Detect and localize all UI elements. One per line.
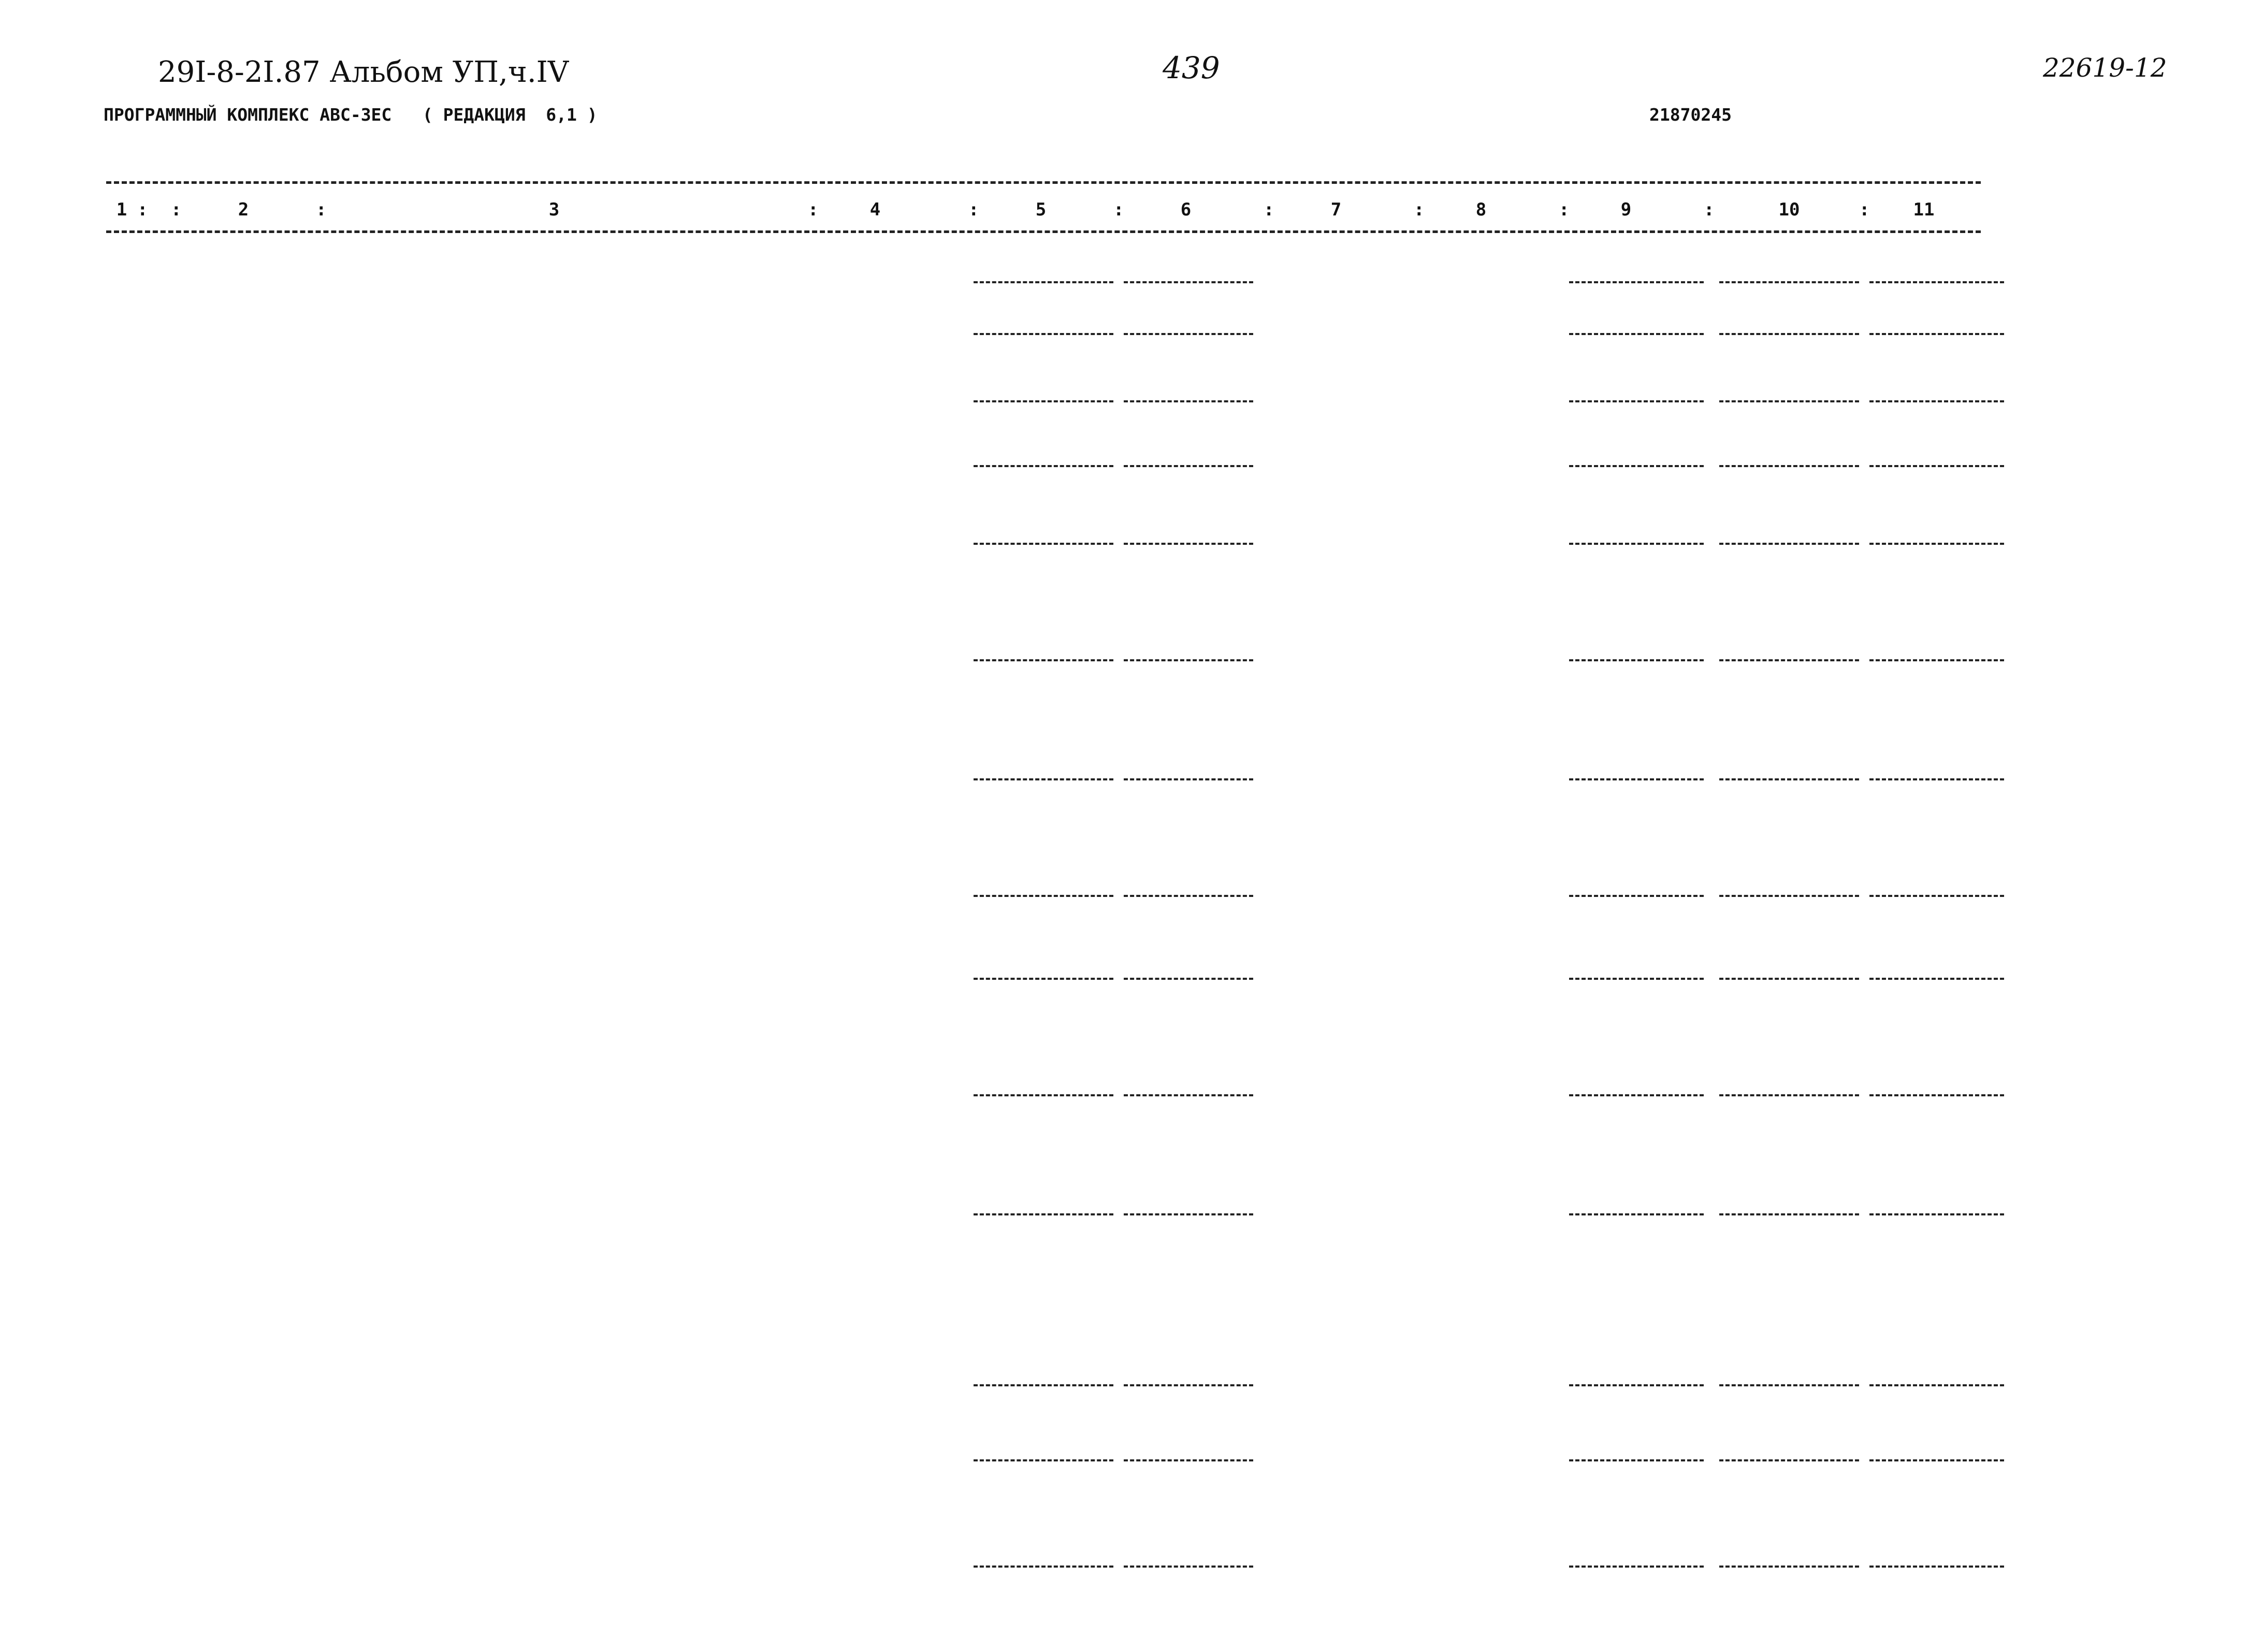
- column-header-6: 6: [1180, 199, 1192, 220]
- column-separator: :: [316, 199, 327, 220]
- cell-split-rule: [1869, 1384, 2004, 1386]
- column-header-5: 5: [1035, 199, 1047, 220]
- cell-split-rule: [1719, 778, 1859, 780]
- cell-split-rule: [1124, 1459, 1253, 1461]
- column-separator: :: [1859, 199, 1870, 220]
- cell-split-rule: [1124, 1213, 1253, 1215]
- column-header-2: 2: [238, 199, 249, 220]
- cell-split-rule: [1124, 1094, 1253, 1096]
- column-separator: :: [171, 199, 182, 220]
- cell-split-rule: [1569, 400, 1704, 402]
- cell-split-rule: [1869, 465, 2004, 467]
- cell-split-rule: [1719, 543, 1859, 545]
- cell-split-rule: [1719, 659, 1859, 661]
- cell-split-rule: [1569, 895, 1704, 897]
- column-separator: :: [808, 199, 819, 220]
- cell-split-rule: [1869, 281, 2004, 283]
- cell-split-rule: [1569, 1566, 1704, 1568]
- cell-split-rule: [1869, 895, 2004, 897]
- cell-split-rule: [1719, 1459, 1859, 1461]
- cell-split-rule: [1124, 1566, 1253, 1568]
- column-header-11: 11: [1913, 199, 1935, 220]
- cell-split-rule: [1124, 400, 1253, 402]
- cell-split-rule: [1569, 281, 1704, 283]
- cell-split-rule: [1869, 1213, 2004, 1215]
- column-header-4: 4: [869, 199, 881, 220]
- cell-split-rule: [1719, 1384, 1859, 1386]
- cell-split-rule: [1569, 465, 1704, 467]
- cell-split-rule: [974, 333, 1113, 335]
- cell-split-rule: [1124, 978, 1253, 980]
- cell-split-rule: [1124, 659, 1253, 661]
- cell-split-rule: [1869, 978, 2004, 980]
- cell-split-rule: [974, 543, 1113, 545]
- cell-split-rule: [974, 1459, 1113, 1461]
- cell-split-rule: [1869, 543, 2004, 545]
- album-reference: 29I-8-2I.87 Альбом УП,ч.IV: [158, 55, 569, 89]
- column-header-1: 1: [116, 199, 127, 220]
- cell-split-rule: [1569, 978, 1704, 980]
- cell-split-rule: [974, 1566, 1113, 1568]
- column-header-8: 8: [1475, 199, 1487, 220]
- cell-split-rule: [1719, 465, 1859, 467]
- cell-split-rule: [1719, 1213, 1859, 1215]
- cell-split-rule: [1869, 778, 2004, 780]
- page-number: 439: [1163, 50, 1220, 85]
- cell-split-rule: [1719, 895, 1859, 897]
- cell-split-rule: [1124, 465, 1253, 467]
- corner-code: 22619-12: [2043, 53, 2167, 83]
- column-separator: :: [1704, 199, 1715, 220]
- column-separator: :: [968, 199, 979, 220]
- document-number: 21870245: [1649, 105, 1732, 125]
- cell-split-rule: [1569, 333, 1704, 335]
- cell-split-rule: [974, 1094, 1113, 1096]
- cell-split-rule: [1869, 659, 2004, 661]
- column-separator: :: [1414, 199, 1425, 220]
- cell-split-rule: [974, 659, 1113, 661]
- cell-split-rule: [1124, 281, 1253, 283]
- column-header-3: 3: [548, 199, 560, 220]
- cell-split-rule: [1124, 1384, 1253, 1386]
- cell-split-rule: [1569, 1384, 1704, 1386]
- cell-split-rule: [974, 895, 1113, 897]
- column-separator: :: [1264, 199, 1274, 220]
- column-separator: :: [1559, 199, 1570, 220]
- cell-split-rule: [974, 1213, 1113, 1215]
- cell-split-rule: [974, 400, 1113, 402]
- cell-split-rule: [1569, 543, 1704, 545]
- cell-split-rule: [1569, 1213, 1704, 1215]
- cell-split-rule: [1869, 400, 2004, 402]
- cell-split-rule: [974, 281, 1113, 283]
- column-header-7: 7: [1330, 199, 1342, 220]
- column-separator: :: [1113, 199, 1124, 220]
- cell-split-rule: [1569, 1094, 1704, 1096]
- cell-split-rule: [1569, 659, 1704, 661]
- cell-split-rule: [1869, 1094, 2004, 1096]
- cell-split-rule: [1719, 333, 1859, 335]
- cell-split-rule: [1719, 978, 1859, 980]
- cell-split-rule: [1719, 400, 1859, 402]
- cell-split-rule: [1719, 1094, 1859, 1096]
- column-header-9: 9: [1620, 199, 1632, 220]
- column-header-10: 10: [1778, 199, 1800, 220]
- cell-split-rule: [1869, 1566, 2004, 1568]
- cell-split-rule: [1869, 1459, 2004, 1461]
- cell-split-rule: [1569, 1459, 1704, 1461]
- cell-split-rule: [1124, 895, 1253, 897]
- table-top-rule: [106, 181, 1981, 184]
- cell-split-rule: [1569, 778, 1704, 780]
- cell-split-rule: [1719, 281, 1859, 283]
- cell-split-rule: [1124, 778, 1253, 780]
- cell-split-rule: [974, 1384, 1113, 1386]
- cell-split-rule: [1124, 543, 1253, 545]
- cell-split-rule: [1719, 1566, 1859, 1568]
- cell-split-rule: [1869, 333, 2004, 335]
- cell-split-rule: [1124, 333, 1253, 335]
- cell-split-rule: [974, 978, 1113, 980]
- column-separator: :: [137, 199, 148, 220]
- table-header-rule: [106, 230, 1981, 233]
- cell-split-rule: [974, 778, 1113, 780]
- program-title: ПРОГРАММНЫЙ КОМПЛЕКС АВС-ЗЕС ( РЕДАКЦИЯ 6,1 ): [104, 105, 598, 125]
- cell-split-rule: [974, 465, 1113, 467]
